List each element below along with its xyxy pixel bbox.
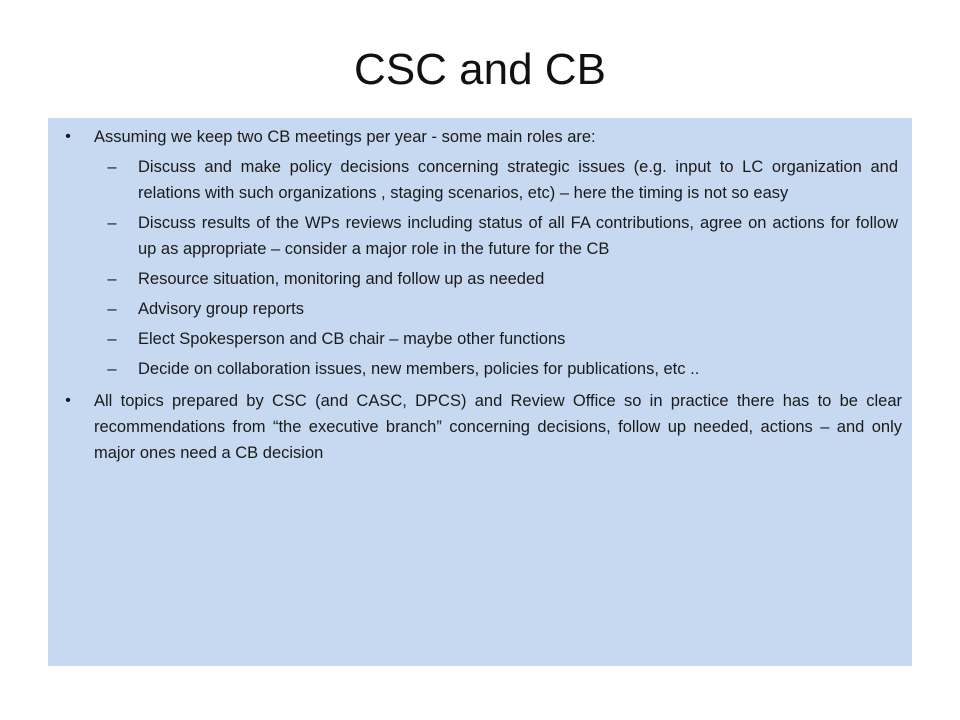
- content-box: [48, 118, 912, 666]
- sub-item-text: Advisory group reports: [138, 300, 304, 318]
- sub-item: [58, 296, 902, 322]
- sub-item-text: Resource situation, monitoring and follow up as needed: [138, 270, 545, 288]
- sub-item: [58, 326, 902, 352]
- bullet-marker: •: [65, 392, 71, 409]
- sub-marker: –: [107, 330, 117, 348]
- sub-marker: –: [107, 158, 117, 176]
- sub-item: [58, 266, 902, 292]
- sub-item: [58, 356, 902, 382]
- sub-item: [58, 154, 902, 206]
- bullet-item: [58, 388, 902, 466]
- sub-item-text: Discuss results of the WPs reviews including status of all FA contributions, agree on actions for follow up as appropriate – consider a major role in the future for the CB: [138, 214, 898, 258]
- bullet-item: [58, 124, 902, 150]
- sub-marker: –: [107, 214, 117, 232]
- sub-item-text: Decide on collaboration issues, new members, policies for publications, etc ..: [138, 360, 700, 378]
- sub-list: [58, 154, 902, 382]
- sub-marker: –: [107, 360, 117, 378]
- sub-marker: –: [107, 270, 117, 288]
- sub-marker: –: [107, 300, 117, 318]
- sub-item-text: Discuss and make policy decisions concerning strategic issues (e.g. input to LC organization and relations with such organizations , staging scenarios, etc) – here the timing is not so easy: [138, 158, 898, 202]
- bullet-text: All topics prepared by CSC (and CASC, DPCS) and Review Office so in practice there has to be clear recommendations from “the executive branch” concerning decisions, follow up needed, actions – and only major ones need a CB decision: [94, 392, 902, 462]
- sub-item: [58, 210, 902, 262]
- bullet-text: Assuming we keep two CB meetings per year - some main roles are:: [94, 128, 596, 146]
- slide-title: CSC and CB: [354, 45, 606, 94]
- bullet-marker: •: [65, 128, 71, 145]
- sub-item-text: Elect Spokesperson and CB chair – maybe other functions: [138, 330, 566, 348]
